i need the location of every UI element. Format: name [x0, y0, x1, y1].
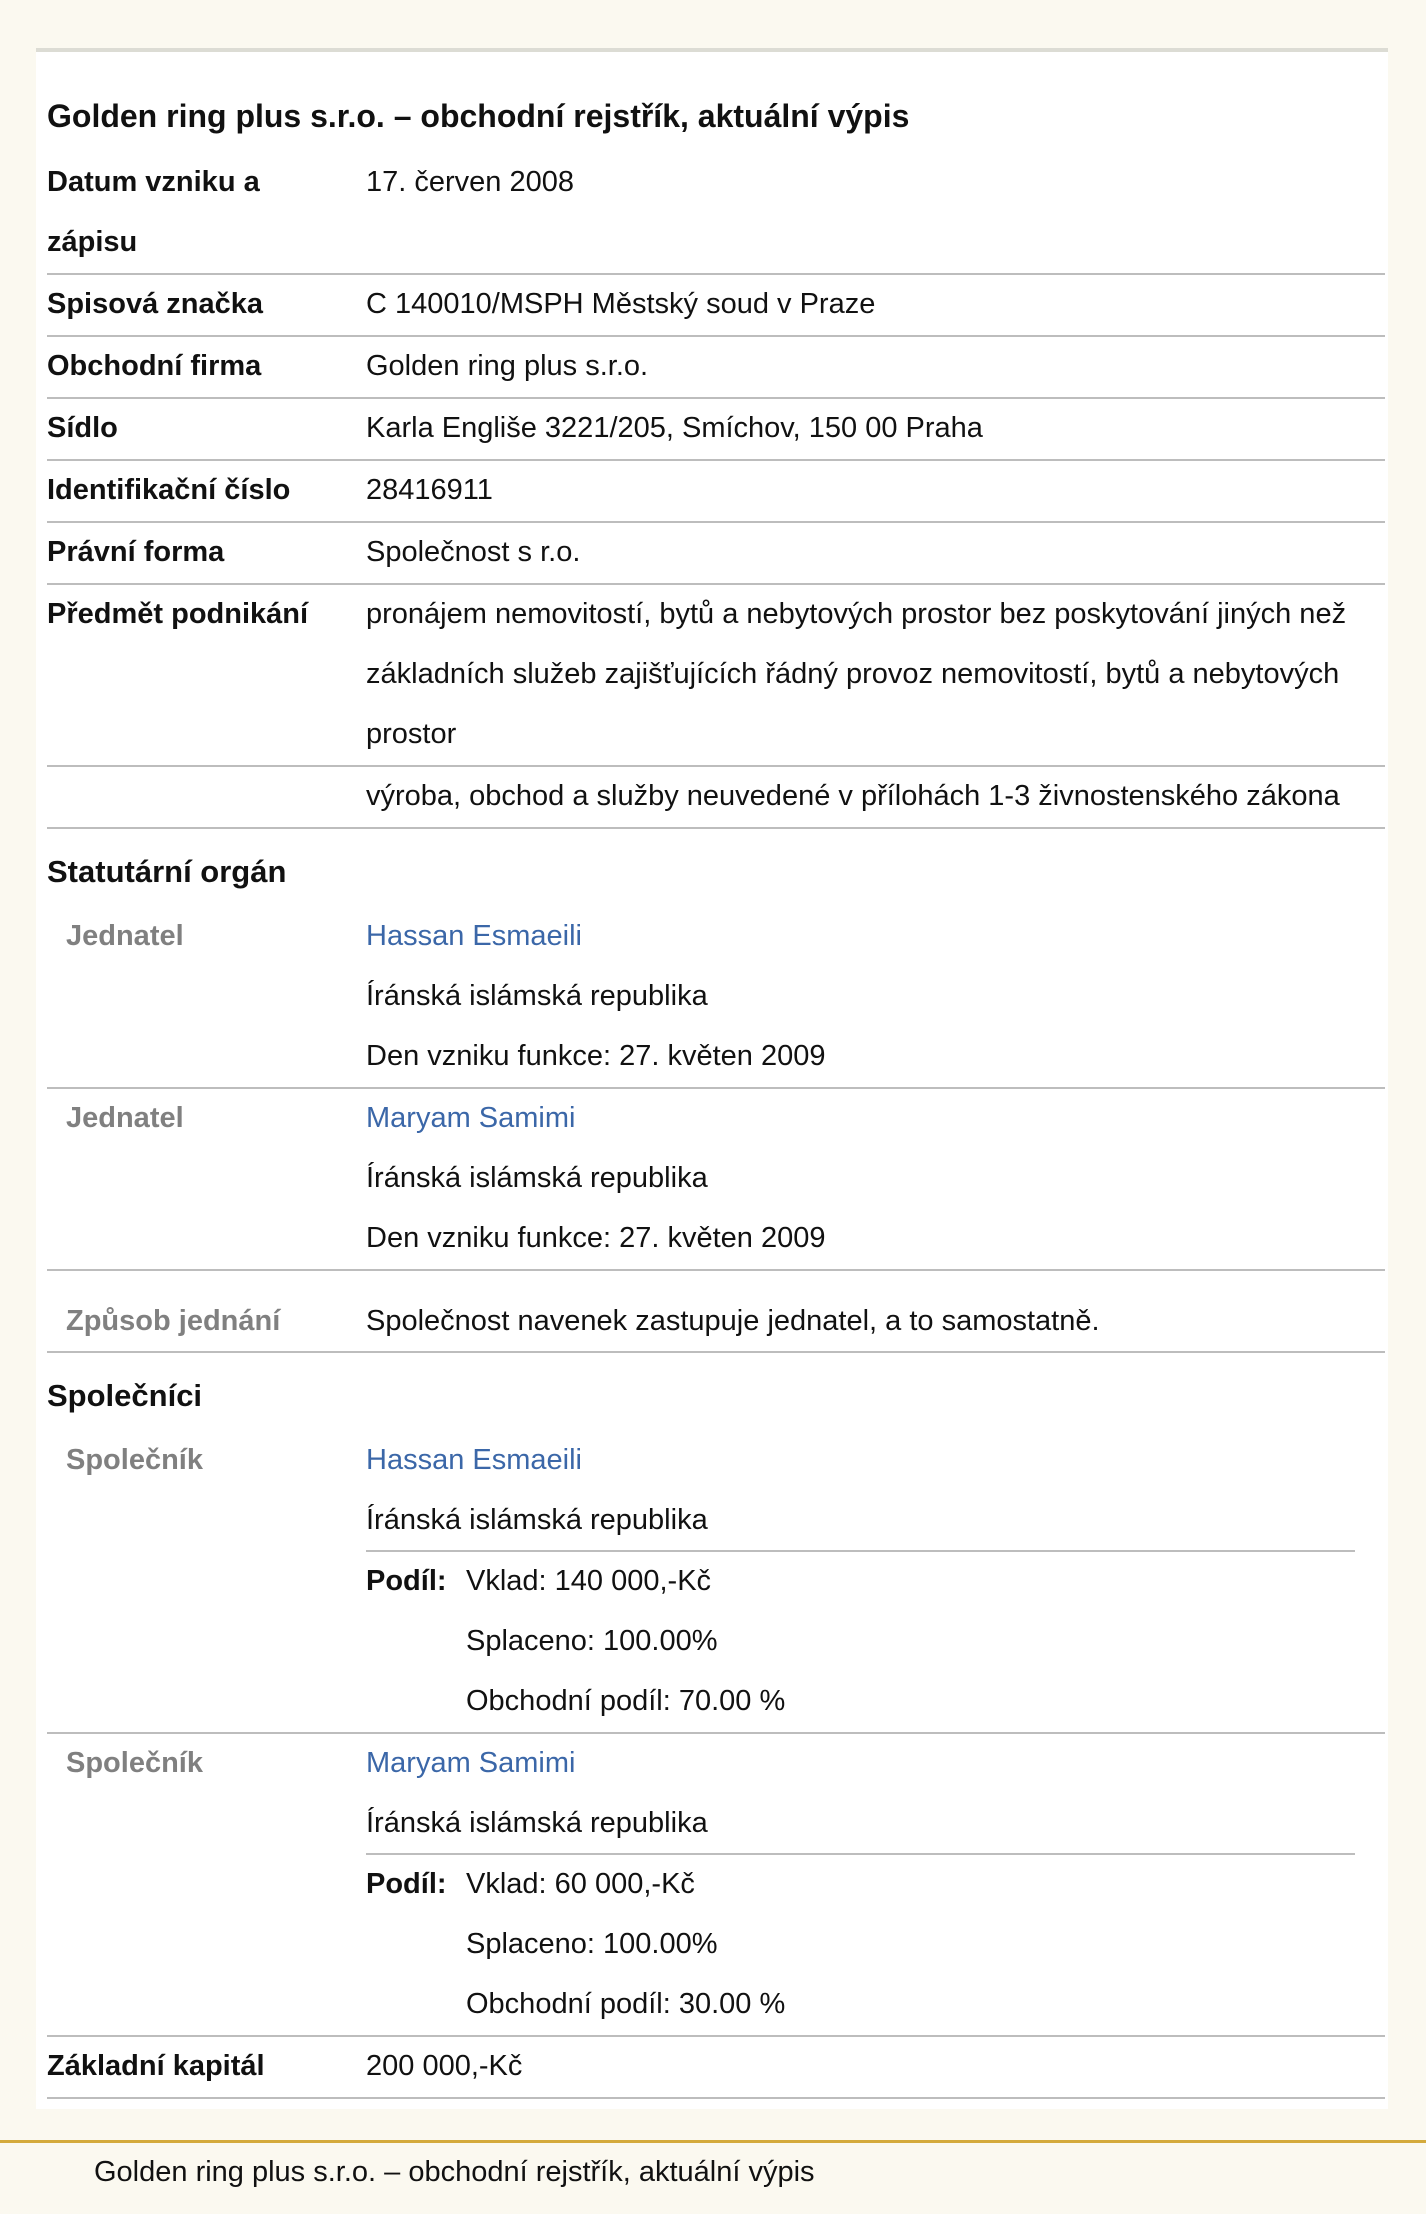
role-spolecnik: Společník	[66, 1747, 203, 1779]
value-identifikacni-cislo: 28416911	[366, 474, 493, 506]
role-jednatel: Jednatel	[66, 1102, 184, 1134]
section-heading-statutarni-organ: Statutární orgán	[47, 854, 287, 889]
divider	[47, 1732, 1385, 1734]
label-identifikacni-cislo: Identifikační číslo	[47, 474, 291, 506]
section-heading-spolecnici: Společníci	[47, 1378, 203, 1413]
spolecnik-country: Íránská islámská republika	[366, 1504, 708, 1536]
label-sidlo: Sídlo	[47, 412, 118, 444]
label-predmet-podnikani: Předmět podnikání	[47, 598, 309, 630]
footer-divider	[0, 2140, 1426, 2143]
value-predmet-line3: prostor	[366, 718, 457, 750]
label-obchodni-firma: Obchodní firma	[47, 350, 262, 382]
value-vklad: Vklad: 60 000,-Kč	[466, 1868, 695, 1900]
divider	[47, 521, 1385, 523]
label-podil: Podíl:	[366, 1868, 447, 1900]
label-zakladni-kapital: Základní kapitál	[47, 2050, 265, 2082]
role-spolecnik: Společník	[66, 1444, 203, 1476]
label-zpusob-jednani: Způsob jednání	[66, 1305, 281, 1337]
label-pravni-forma: Právní forma	[47, 536, 225, 568]
jednatel-since: Den vzniku funkce: 27. květen 2009	[366, 1222, 826, 1254]
divider	[47, 827, 1385, 829]
footer-text: Golden ring plus s.r.o. – obchodní rejstřík, aktuální výpis	[94, 2156, 815, 2188]
value-datum-vzniku: 17. červen 2008	[366, 166, 574, 198]
value-obchodni-podil: Obchodní podíl: 30.00 %	[466, 1988, 786, 2020]
spolecnik-country: Íránská islámská republika	[366, 1807, 708, 1839]
value-sidlo: Karla Engliše 3221/205, Smíchov, 150 00 Praha	[366, 412, 983, 444]
label-datum-vzniku: Datum vzniku a	[47, 166, 260, 198]
value-predmet-line4: výroba, obchod a služby neuvedené v přílohách 1-3 živnostenského zákona	[366, 780, 1340, 812]
divider	[47, 1351, 1385, 1353]
page-title: Golden ring plus s.r.o. – obchodní rejstřík, aktuální výpis	[47, 98, 910, 134]
value-zpusob-jednani: Společnost navenek zastupuje jednatel, a to samostatně.	[366, 1305, 1100, 1337]
role-jednatel: Jednatel	[66, 920, 184, 952]
link-jednatel-name[interactable]: Hassan Esmaeili	[366, 920, 582, 952]
link-jednatel-name[interactable]: Maryam Samimi	[366, 1102, 576, 1134]
divider	[47, 1087, 1385, 1089]
value-pravni-forma: Společnost s r.o.	[366, 536, 581, 568]
jednatel-country: Íránská islámská republika	[366, 1162, 708, 1194]
label-podil: Podíl:	[366, 1565, 447, 1597]
divider	[47, 2097, 1385, 2099]
value-zakladni-kapital: 200 000,-Kč	[366, 2050, 523, 2082]
divider	[47, 1269, 1385, 1271]
value-splaceno: Splaceno: 100.00%	[466, 1625, 718, 1657]
value-vklad: Vklad: 140 000,-Kč	[466, 1565, 712, 1597]
label-spisova-znacka: Spisová značka	[47, 288, 263, 320]
value-splaceno: Splaceno: 100.00%	[466, 1928, 718, 1960]
jednatel-since: Den vzniku funkce: 27. květen 2009	[366, 1040, 826, 1072]
label-datum-zapisu: zápisu	[47, 226, 138, 258]
value-predmet-line1: pronájem nemovitostí, bytů a nebytových prostor bez poskytování jiných než	[366, 598, 1347, 630]
value-obchodni-podil: Obchodní podíl: 70.00 %	[466, 1685, 786, 1717]
jednatel-country: Íránská islámská republika	[366, 980, 708, 1012]
value-obchodni-firma: Golden ring plus s.r.o.	[366, 350, 649, 382]
value-predmet-line2: základních služeb zajišťujících řádný provoz nemovitostí, bytů a nebytových	[366, 658, 1340, 690]
link-spolecnik-name[interactable]: Hassan Esmaeili	[366, 1444, 582, 1476]
link-spolecnik-name[interactable]: Maryam Samimi	[366, 1747, 576, 1779]
value-spisova-znacka: C 140010/MSPH Městský soud v Praze	[366, 288, 876, 320]
